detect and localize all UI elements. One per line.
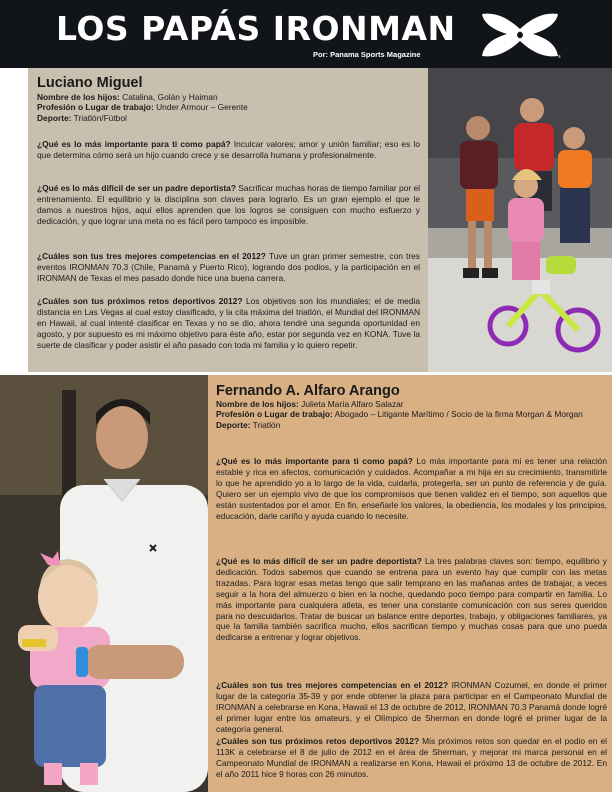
sport-label: Deporte:	[37, 112, 72, 123]
qa-question: ¿Cuáles son tus próximos retos deportivos 2012?	[37, 296, 243, 306]
profile-facts	[216, 399, 606, 430]
qa-answer: Tuve un gran primer semestre, con tres eventos IRONMAN 70.3 (Chile, Panamá y Puerto Rico), logrando dos podios, y la participación en el IRONMAN de Texas el mes pasado donde hice una buena carrera.	[37, 251, 420, 283]
work-value: Abogado – Litigante Marítimo / Socio de la firma Morgan & Morgan	[334, 409, 583, 420]
sport-value: Triatlón/Fútbol	[73, 112, 127, 123]
qa-question: ¿Cuáles son tus próximos retos deportivos 2012?	[216, 736, 420, 746]
qa-question: ¿Qué es lo más importante para ti como papá?	[216, 456, 413, 466]
family-photo-illustration	[428, 68, 612, 372]
svg-text:®: ®	[558, 54, 561, 59]
qa-question: ¿Qué es lo más importante para ti como papá?	[37, 139, 231, 149]
work-label: Profesión o Lugar de trabajo:	[37, 102, 154, 113]
qa-paragraph	[37, 251, 420, 284]
children-value: Catalina, Golán y Haiman	[122, 92, 218, 102]
children-label: Nombre de los hijos:	[37, 92, 120, 102]
qa-question: ¿Qué es lo más difícil de ser un padre deportista?	[37, 183, 236, 193]
qa-answer: Mis próximos retos son quedar en el podio en el 113K a celebrarse el 8 de julio de 2012 en el área de Sherman, y mejorar mi marca personal en el Campeonato Mundial de IRONMAN a realizarse en Kona, Hawaii el próximo 13 de octubre de 2012. En el año 2011 hice 9 horas con 26 minutos.	[216, 736, 607, 779]
qa-answer: Lo más importante para mi es tener una relación estable y rica en afectos, comunicación y cuidados. Acompañar a mi hija en su crecimiento, transmitirle lo que he aprendido yo a lo largo de la vida, cuidarla, protegerla, ser un punto de referencia y de guía. Quiero ser un ejemplo vivo de que los compromisos que tienen validez en el tiempo, son aquellos que están sustentados por el amor. En fin, enseñarle los valores, la obediencia, los modales y los principios, educación, darle cariño y ayuda cuando lo necesite.	[216, 456, 607, 521]
qa-paragraph	[37, 296, 420, 351]
qa-answer: IRONMAN Cozumel, en donde el primer lugar de la categoría 35-39 y por ende obtener la plaza para participar en el Campeonato Mundial de IRONMAN a celebrarse en Kona, Hawaii el 13 de octubre de 2012, IRONMAN 70.3 Panamá donde logré el primer lugar entre los amateurs, y el Olímpico de Sherman en donde logré el primer lugar de la categoría general.	[216, 680, 608, 734]
profile-facts	[37, 92, 417, 123]
work-value: Under Armour – Gerente	[156, 102, 248, 113]
page-header	[0, 0, 612, 68]
children-value: Julieta María Alfaro Salazar	[301, 399, 404, 409]
qa-paragraph	[37, 139, 420, 161]
under-armour-logo-icon	[478, 10, 562, 60]
left-margin	[0, 68, 28, 375]
qa-answer: Los objetivos son los mundiales; el de media distancia en Las Vegas al cual estoy clasificado, y la cita máxima del triatlón, el Mundial del IRONMAN en Hawaii, al cual intenté clasificar en Texas y no se dio, ahora tendré una segunda oportunidad en agosto, y por supuesto es mi máximo objetivo para éste año, estar por segunda vez en KONA. Tuve la suerte de clasificar y poder asistir el año pasado con toda mi familia y lo quiero repetir.	[37, 296, 421, 350]
profile-fernando	[208, 375, 612, 792]
father-daughter-illustration	[0, 375, 208, 792]
sport-label: Deporte:	[216, 419, 251, 430]
work-label: Profesión o Lugar de trabajo:	[216, 409, 333, 420]
qa-question: ¿Cuáles son tus tres mejores competencias en el 2012?	[37, 251, 266, 261]
qa-paragraph	[216, 556, 607, 643]
qa-paragraph	[37, 183, 420, 227]
qa-answer: Sacrificar muchas horas de tiempo familiar por el entrenamiento. El equilibrio y la disciplina son claves para lograrlo. Es un gran ejemplo el que le damos a nuestros hijos, aquí ellos aprenden que los logros se consiguen con mucho esfuerzo y dedicación, y que lograr una meta no es fácil pero tampoco es imposible.	[37, 183, 420, 226]
family-photo	[428, 68, 612, 372]
qa-answer: La tres palabras claves son: tiempo, equilibrio y dedicación. Todos sabemos que cuando se entrena para un evento hay que cumplir con las metas trazadas. Para lograr esas metas tengo que salir temprano en las mañanas antes de trabajar, a veces seguir a la hora del almuerzo o bien en la noche, quedando poco tiempo para compartir en familia. Lo más importante para cualquiera atleta, es tener una constante comunicación con sus seres queridos para no descuidarlos. Tratar de buscar un balance entre deportes, trabajo, y obligaciones familiares, ya que la familia también sacrifica mucho, ellos sacrifican tiempo y muchas cosas para que uno pueda dedicarse a entrenar y lograr objetivos.	[216, 556, 607, 643]
page-title: LOS PAPÁS IRONMAN	[56, 9, 456, 48]
qa-question: ¿Qué es lo más difícil de ser un padre deportista?	[216, 556, 422, 566]
children-label: Nombre de los hijos:	[216, 399, 299, 409]
qa-question: ¿Cuáles son tus tres mejores competencias en el 2012?	[216, 680, 449, 690]
byline: Por: Panama Sports Magazine	[313, 50, 421, 59]
profile-name: Fernando A. Alfaro Arango	[216, 383, 400, 399]
profile-luciano	[28, 68, 428, 372]
qa-paragraph	[216, 456, 607, 521]
profile-name: Luciano Miguel	[37, 75, 143, 91]
qa-answer: Inculcar valores; amor y unión familiar; eso es lo que determina cómo será un hijo cuando crece y se desarrolla humana y profesionalmente.	[37, 139, 420, 160]
father-daughter-photo	[0, 375, 208, 792]
qa-paragraph	[216, 680, 607, 735]
sport-value: Triatlón	[252, 419, 281, 430]
qa-paragraph	[216, 736, 607, 780]
